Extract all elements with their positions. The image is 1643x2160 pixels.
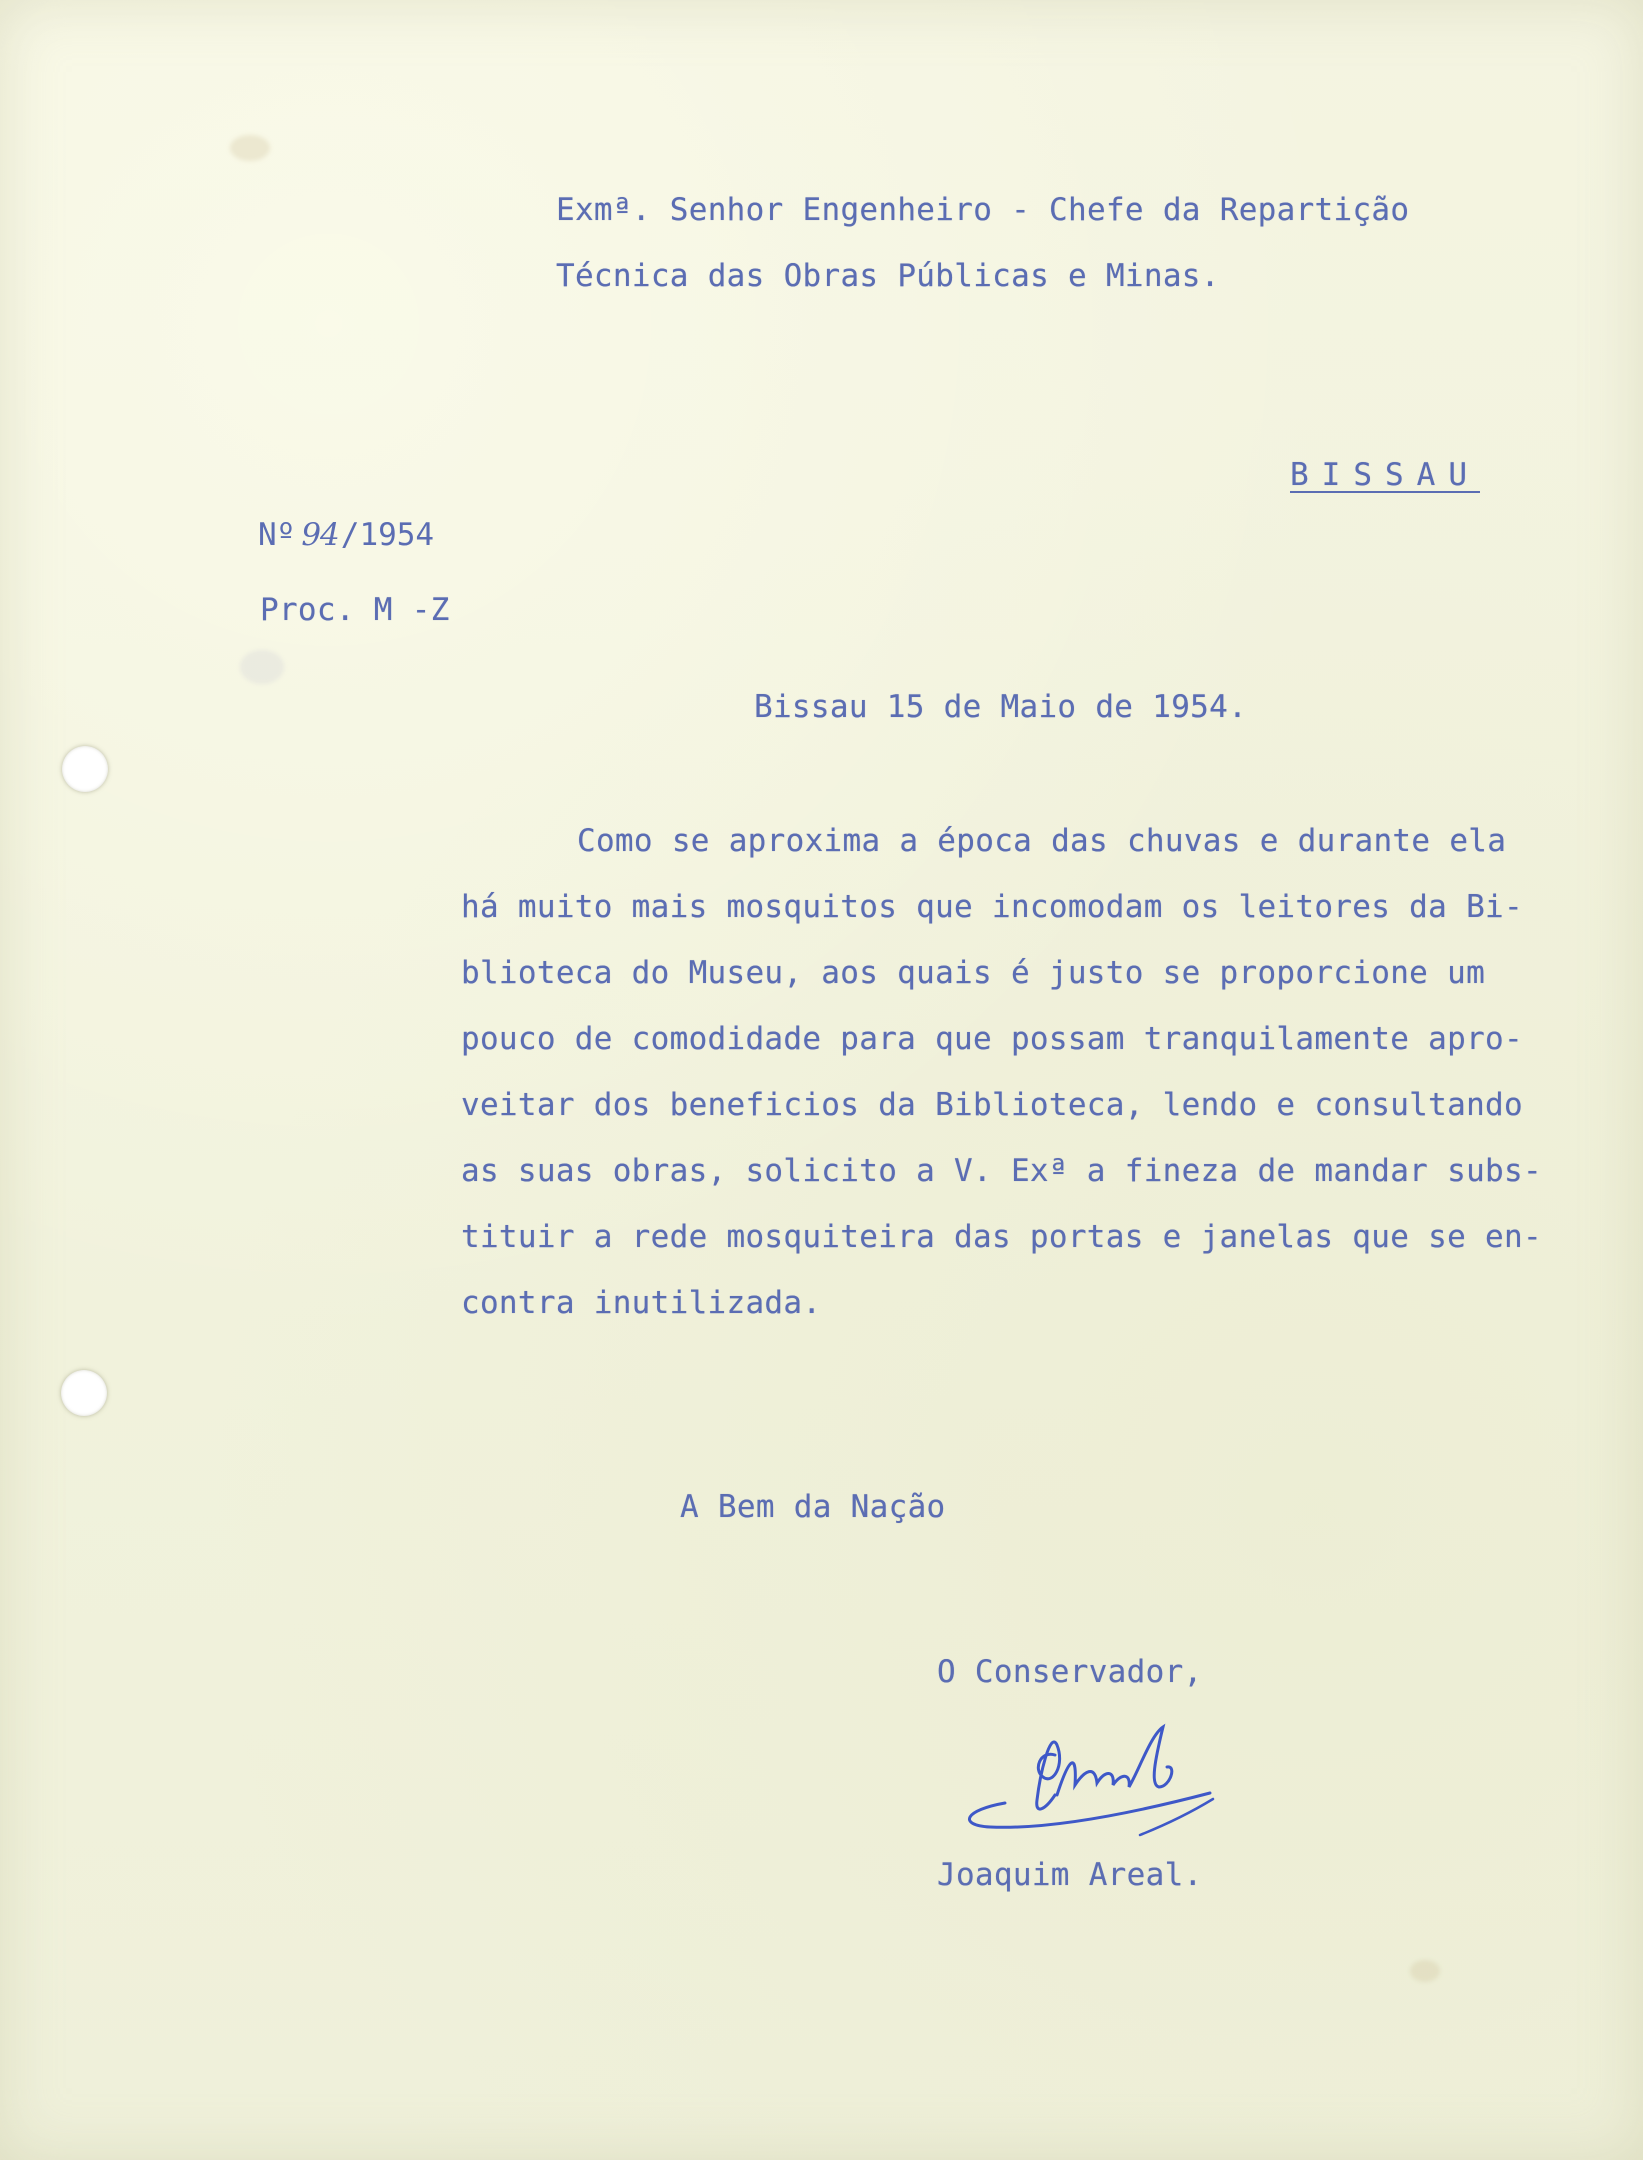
body-line-2: há muito mais mosquitos que incomodam os leitores da Bi-: [461, 889, 1523, 925]
reference-prefix: Nº: [258, 517, 296, 553]
process-code: Proc. M -Z: [260, 592, 450, 628]
date-line: Bissau 15 de Maio de 1954.: [754, 689, 1248, 725]
addressee-line-1: Exmª. Senhor Engenheiro - Chefe da Repartição: [556, 192, 1410, 228]
paper-stain: [240, 650, 284, 684]
signer-name: Joaquim Areal.: [937, 1857, 1203, 1893]
body-line-4: pouco de comodidade para que possam tranquilamente apro-: [461, 1021, 1523, 1057]
body-line-6: as suas obras, solicito a V. Exª a fineza de mandar subs-: [461, 1153, 1542, 1189]
reference-number: [258, 517, 435, 560]
city-header: BISSAU: [1290, 457, 1480, 493]
body-line-1: Como se aproxima a época das chuvas e durante ela: [577, 823, 1507, 859]
body-line-7: tituir a rede mosquiteira das portas e janelas que se en-: [461, 1219, 1542, 1255]
punch-hole-bottom: [61, 1370, 107, 1416]
paper-stain: [230, 135, 270, 161]
closing-salutation: A Bem da Nação: [680, 1489, 946, 1525]
reference-year: /1954: [340, 517, 435, 553]
addressee-line-2: Técnica das Obras Públicas e Minas.: [556, 258, 1220, 294]
paper-stain: [1410, 1960, 1440, 1982]
signature-image: [945, 1715, 1265, 1845]
signer-title: O Conservador,: [937, 1654, 1203, 1690]
body-line-8: contra inutilizada.: [461, 1285, 822, 1321]
reference-number-handwritten: 94: [301, 517, 339, 553]
body-line-5: veitar dos beneficios da Biblioteca, lendo e consultando: [461, 1087, 1523, 1123]
punch-hole-top: [62, 746, 108, 792]
body-line-3: blioteca do Museu, aos quais é justo se proporcione um: [461, 955, 1486, 991]
